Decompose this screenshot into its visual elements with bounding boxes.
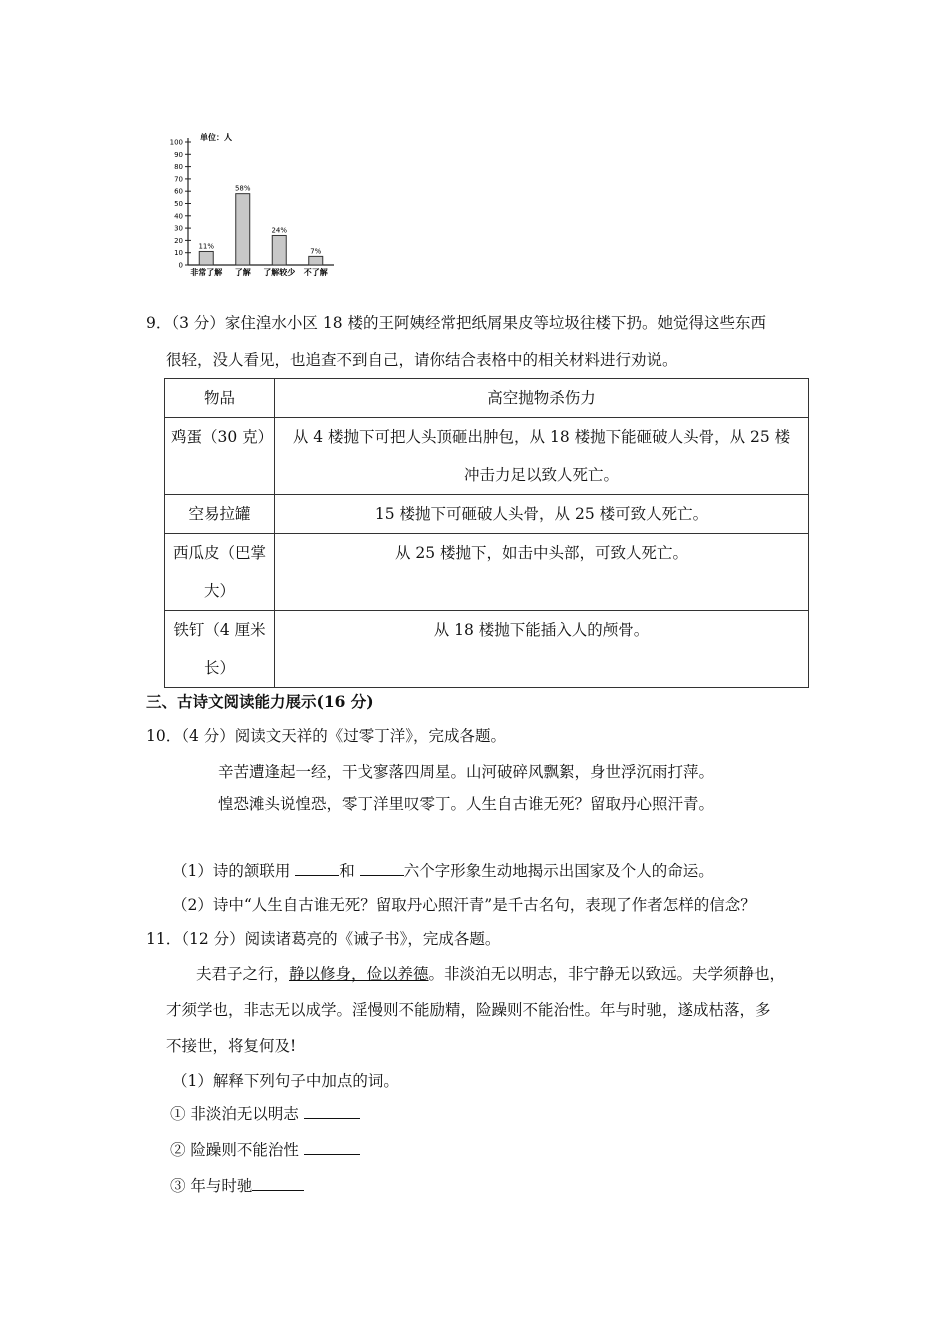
underlined-phrase: 静以修身，俭以养德	[289, 965, 429, 983]
y-tick-label: 70	[174, 175, 183, 184]
q10-sub1-text: 六个字形象生动地揭示出国家及个人的命运。	[403, 862, 714, 880]
x-tick-label: 了解较少	[263, 268, 296, 277]
q10-sub2: （2）诗中“人生自古谁无死？留取丹心照汗青”是千古名句，表现了作者怎样的信念？	[172, 896, 756, 914]
answer-blank[interactable]	[360, 861, 404, 876]
awareness-bar-chart	[166, 130, 336, 278]
bar	[309, 256, 323, 265]
answer-blank[interactable]	[304, 1140, 360, 1155]
y-tick-label: 10	[174, 249, 183, 258]
q10-sub1-text: （1）诗的颔联用	[172, 862, 296, 880]
q10-poem-line1: 辛苦遭逢起一经，干戈寥落四周星。山河破碎风飘絮，身世浮沉雨打萍。	[218, 763, 715, 781]
bar	[272, 235, 286, 265]
table-row	[165, 611, 809, 688]
q11-item	[170, 1174, 304, 1196]
x-tick-label: 不了解	[303, 268, 328, 277]
q11-item	[170, 1102, 360, 1124]
answer-blank[interactable]	[304, 1104, 360, 1119]
cell-item: 铁钉（4 厘米	[173, 621, 266, 639]
y-tick-label: 100	[169, 138, 183, 147]
cell-item: 空易拉罐	[188, 505, 251, 523]
table-row	[165, 418, 809, 495]
q11-item	[170, 1138, 360, 1160]
bar-data-label: 7%	[310, 247, 322, 256]
y-tick-label: 60	[174, 187, 183, 196]
bar-data-label: 24%	[271, 226, 288, 235]
x-tick-label: 了解	[234, 268, 251, 277]
bar	[199, 251, 213, 265]
passage-text: 夫君子之行，	[196, 965, 290, 983]
cell-item: 西瓜皮（巴掌	[172, 544, 266, 562]
y-tick-label: 20	[174, 236, 183, 245]
q11-item-text: ① 非淡泊无以明志	[170, 1105, 304, 1123]
cell-effect: 冲击力足以致人死亡。	[463, 466, 619, 484]
q11-item-text: ③ 年与时驰	[170, 1177, 253, 1195]
q10-sub1	[172, 859, 714, 881]
q10-title: 10．（4 分）阅读文天祥的《过零丁洋》，完成各题。	[146, 727, 507, 745]
q11-item-text: ② 险躁则不能治性	[170, 1141, 304, 1159]
bar	[236, 194, 250, 265]
cell-effect: 从 18 楼抛下能插入人的颅骨。	[433, 621, 650, 639]
header-lethality: 高空抛物杀伤力	[275, 379, 809, 418]
y-tick-label: 80	[174, 163, 183, 172]
passage-text: 。非淡泊无以明志，非宁静无以致远。夫学须静也，	[428, 965, 786, 983]
bar-data-label: 11%	[198, 242, 215, 251]
cell-effect: 15 楼抛下可砸破人头骨，从 25 楼可致人死亡。	[374, 505, 709, 523]
y-tick-label: 90	[174, 150, 183, 159]
cell-effect: 从 4 楼抛下可把人头顶砸出肿包，从 18 楼抛下能砸破人头骨，从 25 楼	[292, 428, 791, 446]
chart-unit-label: 单位：人	[200, 133, 232, 142]
section-heading: 三、古诗文阅读能力展示(16 分)	[146, 692, 374, 711]
bar-data-label: 58%	[234, 184, 251, 193]
cell-item: 大）	[203, 582, 235, 600]
q10-poem-line2: 惶恐滩头说惶恐，零丁洋里叹零丁。人生自古谁无死？留取丹心照汗青。	[218, 795, 715, 813]
cell-item: 长）	[203, 659, 235, 677]
q11-sub1: （1）解释下列句子中加点的词。	[172, 1072, 399, 1090]
y-tick-label: 0	[178, 261, 183, 270]
projectile-lethality-table	[164, 378, 809, 688]
y-tick-label: 30	[174, 224, 183, 233]
table-row	[165, 534, 809, 611]
cell-item: 鸡蛋（30 克）	[171, 428, 274, 446]
q11-passage-line3: 不接世，将复何及!	[166, 1037, 297, 1055]
q9-stem-line1: 9．（3 分）家住湟水小区 18 楼的王阿姨经常把纸屑果皮等垃圾往楼下扔。她觉得这些东西	[146, 314, 766, 332]
q11-passage-line2: 才须学也，非志无以成学。淫慢则不能励精，险躁则不能治性。年与时驰，遂成枯落，多	[166, 1001, 771, 1019]
y-tick-label: 40	[174, 212, 183, 221]
q9-stem-line2: 很轻，没人看见，也追查不到自己，请你结合表格中的相关材料进行劝说。	[166, 351, 678, 369]
cell-effect: 从 25 楼抛下，如击中头部，可致人死亡。	[394, 544, 689, 562]
answer-blank[interactable]	[252, 1176, 304, 1191]
header-item: 物品	[165, 379, 275, 418]
y-tick-label: 50	[174, 200, 183, 208]
q11-title: 11．（12 分）阅读诸葛亮的《诫子书》，完成各题。	[146, 930, 501, 948]
x-tick-label: 非常了解	[190, 268, 223, 277]
table-row	[165, 495, 809, 534]
q11-passage-line1	[196, 962, 785, 984]
table-header-row	[165, 379, 809, 418]
answer-blank[interactable]	[295, 861, 339, 876]
q10-sub1-text: 和	[339, 862, 360, 880]
